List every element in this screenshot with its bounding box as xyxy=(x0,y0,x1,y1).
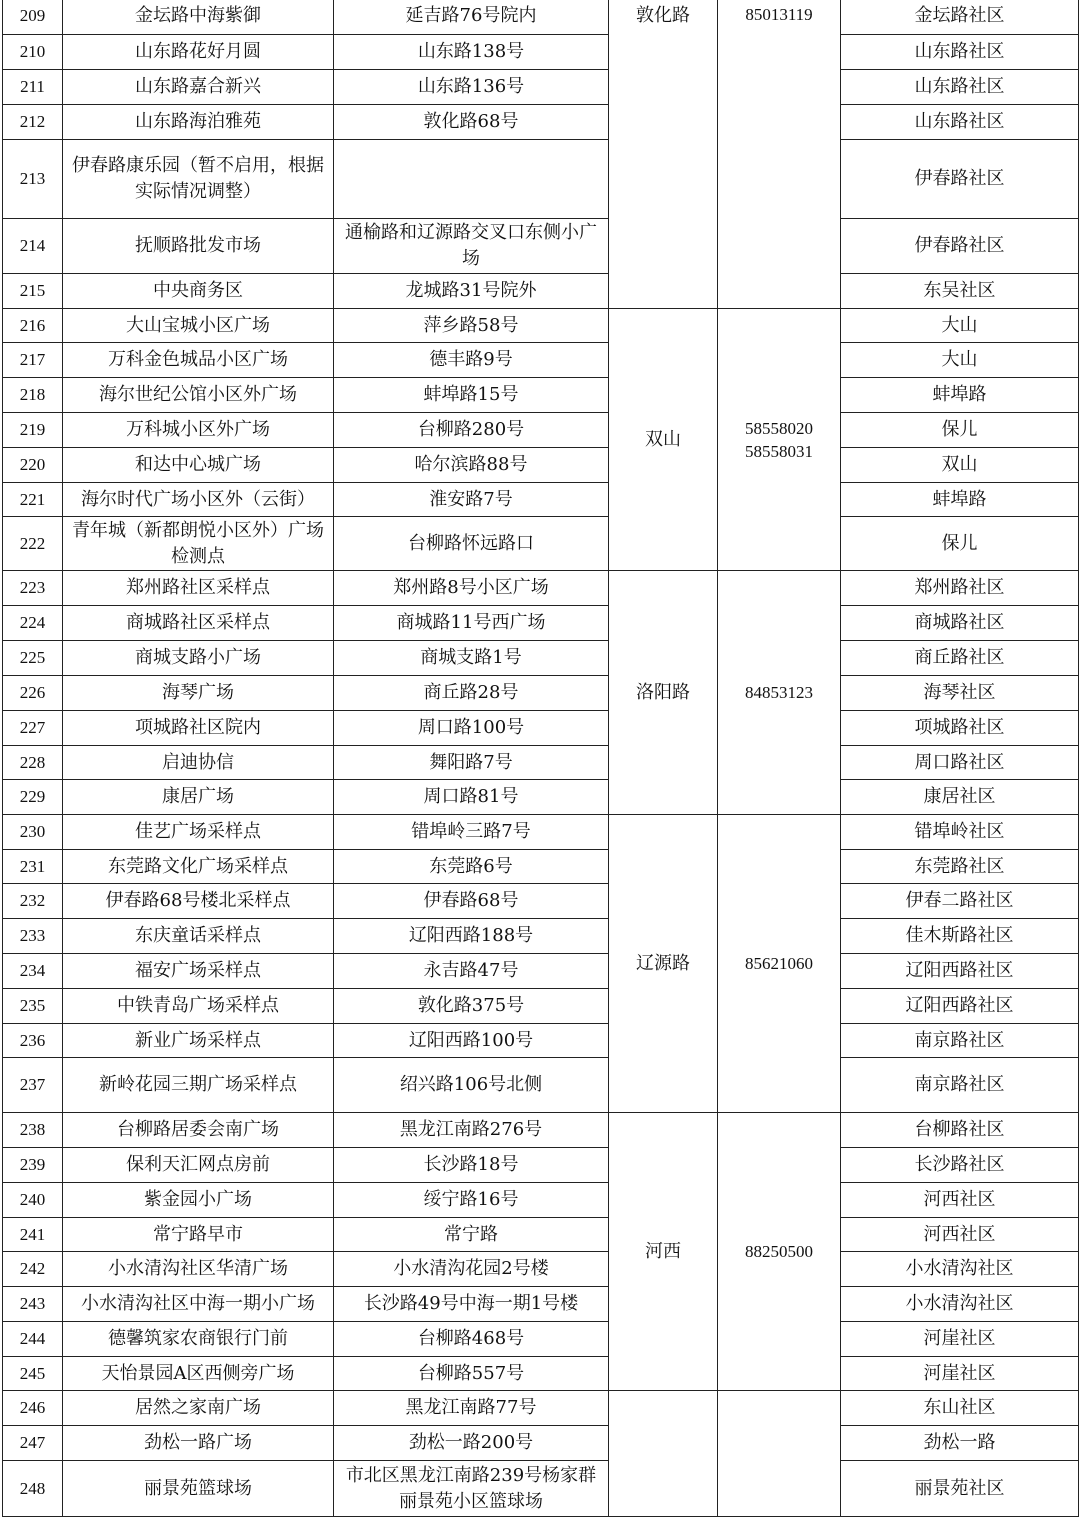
site-address: 山东路138号 xyxy=(334,35,609,70)
table-row xyxy=(3,378,1079,413)
community-name: 康居社区 xyxy=(841,780,1079,815)
community-name: 海琴社区 xyxy=(841,676,1079,711)
table-row xyxy=(3,448,1079,483)
row-number: 215 xyxy=(3,274,63,309)
community-name: 河崖社区 xyxy=(841,1357,1079,1391)
street-name: 河西 xyxy=(609,1113,718,1391)
site-address: 台柳路280号 xyxy=(334,413,609,448)
site-address xyxy=(334,140,609,219)
table-row xyxy=(3,413,1079,448)
community-name: 辽阳西路社区 xyxy=(841,954,1079,989)
site-name: 启迪协信 xyxy=(63,746,334,780)
site-address: 商丘路28号 xyxy=(334,676,609,711)
row-number: 229 xyxy=(3,780,63,815)
site-address: 哈尔滨路88号 xyxy=(334,448,609,483)
community-name: 河崖社区 xyxy=(841,1322,1079,1357)
community-name: 台柳路社区 xyxy=(841,1113,1079,1148)
street-name: 敦化路 xyxy=(609,0,718,309)
table-row xyxy=(3,1461,1079,1517)
community-name: 东山社区 xyxy=(841,1391,1079,1426)
row-number: 238 xyxy=(3,1113,63,1148)
site-address: 错埠岭三路7号 xyxy=(334,815,609,850)
community-name: 长沙路社区 xyxy=(841,1148,1079,1183)
community-name: 山东路社区 xyxy=(841,105,1079,140)
row-number: 243 xyxy=(3,1287,63,1322)
table-row xyxy=(3,780,1079,815)
community-name: 保儿 xyxy=(841,517,1079,571)
contact-phone: 58558020 58558031 xyxy=(718,309,841,571)
row-number: 224 xyxy=(3,606,63,641)
site-name: 小水清沟社区中海一期小广场 xyxy=(63,1287,334,1322)
table-row xyxy=(3,1183,1079,1218)
site-name: 丽景苑篮球场 xyxy=(63,1461,334,1517)
site-name: 金坛路中海紫御 xyxy=(63,0,334,35)
site-address: 常宁路 xyxy=(334,1218,609,1252)
site-name: 常宁路早市 xyxy=(63,1218,334,1252)
row-number: 218 xyxy=(3,378,63,413)
row-number: 232 xyxy=(3,884,63,919)
row-number: 213 xyxy=(3,140,63,219)
site-name: 小水清沟社区华清广场 xyxy=(63,1252,334,1287)
row-number: 216 xyxy=(3,309,63,343)
site-address: 伊春路68号 xyxy=(334,884,609,919)
table-row xyxy=(3,1148,1079,1183)
community-name: 项城路社区 xyxy=(841,711,1079,746)
table-row xyxy=(3,815,1079,850)
community-name: 辽阳西路社区 xyxy=(841,989,1079,1024)
community-name: 河西社区 xyxy=(841,1218,1079,1252)
row-number: 227 xyxy=(3,711,63,746)
site-name: 大山宝城小区广场 xyxy=(63,309,334,343)
site-name: 郑州路社区采样点 xyxy=(63,571,334,606)
row-number: 241 xyxy=(3,1218,63,1252)
site-name: 青年城（新都朗悦小区外）广场检测点 xyxy=(63,517,334,571)
site-address: 敦化路68号 xyxy=(334,105,609,140)
community-name: 蚌埠路 xyxy=(841,483,1079,517)
row-number: 228 xyxy=(3,746,63,780)
table-row xyxy=(3,1058,1079,1113)
site-name: 山东路海泊雅苑 xyxy=(63,105,334,140)
site-address: 郑州路8号小区广场 xyxy=(334,571,609,606)
row-number: 237 xyxy=(3,1058,63,1113)
table-row xyxy=(3,219,1079,274)
street-name: 双山 xyxy=(609,309,718,571)
site-address: 舞阳路7号 xyxy=(334,746,609,780)
site-name: 和达中心城广场 xyxy=(63,448,334,483)
row-number: 234 xyxy=(3,954,63,989)
row-number: 219 xyxy=(3,413,63,448)
row-number: 217 xyxy=(3,343,63,378)
community-name: 东吴社区 xyxy=(841,274,1079,309)
site-name: 中央商务区 xyxy=(63,274,334,309)
site-address: 东莞路6号 xyxy=(334,850,609,884)
site-name: 东庆童话采样点 xyxy=(63,919,334,954)
table-row xyxy=(3,343,1079,378)
site-name: 佳艺广场采样点 xyxy=(63,815,334,850)
row-number: 210 xyxy=(3,35,63,70)
site-address: 劲松一路200号 xyxy=(334,1426,609,1461)
site-address: 台柳路468号 xyxy=(334,1322,609,1357)
community-name: 南京路社区 xyxy=(841,1024,1079,1058)
community-name: 大山 xyxy=(841,343,1079,378)
row-number: 221 xyxy=(3,483,63,517)
row-number: 239 xyxy=(3,1148,63,1183)
site-address: 龙城路31号院外 xyxy=(334,274,609,309)
community-name: 双山 xyxy=(841,448,1079,483)
community-name: 金坛路社区 xyxy=(841,0,1079,35)
site-name: 台柳路居委会南广场 xyxy=(63,1113,334,1148)
site-address: 永吉路47号 xyxy=(334,954,609,989)
row-number: 214 xyxy=(3,219,63,274)
site-address: 淮安路7号 xyxy=(334,483,609,517)
contact-phone: 88250500 xyxy=(718,1113,841,1391)
site-name: 万科金色城品小区广场 xyxy=(63,343,334,378)
table-row xyxy=(3,1357,1079,1391)
contact-phone: 85013119 xyxy=(718,0,841,309)
table-row xyxy=(3,989,1079,1024)
site-address: 黑龙江南路276号 xyxy=(334,1113,609,1148)
contact-phone xyxy=(718,1391,841,1517)
table-row xyxy=(3,1391,1079,1426)
community-name: 伊春二路社区 xyxy=(841,884,1079,919)
table-row xyxy=(3,70,1079,105)
community-name: 错埠岭社区 xyxy=(841,815,1079,850)
table-row xyxy=(3,606,1079,641)
site-address: 台柳路怀远路口 xyxy=(334,517,609,571)
community-name: 劲松一路 xyxy=(841,1426,1079,1461)
row-number: 246 xyxy=(3,1391,63,1426)
table-row xyxy=(3,1113,1079,1148)
site-address: 德丰路9号 xyxy=(334,343,609,378)
table-row xyxy=(3,954,1079,989)
testing-sites-table xyxy=(2,0,1079,1517)
row-number: 212 xyxy=(3,105,63,140)
site-name: 万科城小区外广场 xyxy=(63,413,334,448)
row-number: 231 xyxy=(3,850,63,884)
site-name: 商城路社区采样点 xyxy=(63,606,334,641)
table-row xyxy=(3,1322,1079,1357)
community-name: 保儿 xyxy=(841,413,1079,448)
community-name: 小水清沟社区 xyxy=(841,1287,1079,1322)
site-address: 辽阳西路100号 xyxy=(334,1024,609,1058)
table-row xyxy=(3,919,1079,954)
row-number: 220 xyxy=(3,448,63,483)
site-address: 商城路11号西广场 xyxy=(334,606,609,641)
site-name: 商城支路小广场 xyxy=(63,641,334,676)
community-name: 东莞路社区 xyxy=(841,850,1079,884)
community-name: 山东路社区 xyxy=(841,35,1079,70)
table-row xyxy=(3,711,1079,746)
site-address: 延吉路76号院内 xyxy=(334,0,609,35)
site-address: 敦化路375号 xyxy=(334,989,609,1024)
site-address: 黑龙江南路77号 xyxy=(334,1391,609,1426)
site-name: 海尔时代广场小区外（云街） xyxy=(63,483,334,517)
site-address: 蚌埠路15号 xyxy=(334,378,609,413)
community-name: 山东路社区 xyxy=(841,70,1079,105)
street-name xyxy=(609,1391,718,1517)
row-number: 225 xyxy=(3,641,63,676)
site-name: 山东路花好月圆 xyxy=(63,35,334,70)
table-row xyxy=(3,309,1079,343)
table-row xyxy=(3,1024,1079,1058)
row-number: 233 xyxy=(3,919,63,954)
community-name: 大山 xyxy=(841,309,1079,343)
site-address: 长沙路18号 xyxy=(334,1148,609,1183)
site-address: 周口路100号 xyxy=(334,711,609,746)
site-address: 周口路81号 xyxy=(334,780,609,815)
contact-phone: 84853123 xyxy=(718,571,841,815)
community-name: 蚌埠路 xyxy=(841,378,1079,413)
row-number: 248 xyxy=(3,1461,63,1517)
community-name: 商丘路社区 xyxy=(841,641,1079,676)
site-address: 山东路136号 xyxy=(334,70,609,105)
row-number: 242 xyxy=(3,1252,63,1287)
table-row xyxy=(3,140,1079,219)
street-name: 辽源路 xyxy=(609,815,718,1113)
site-address: 辽阳西路188号 xyxy=(334,919,609,954)
site-name: 海琴广场 xyxy=(63,676,334,711)
site-name: 紫金园小广场 xyxy=(63,1183,334,1218)
site-address: 台柳路557号 xyxy=(334,1357,609,1391)
community-name: 伊春路社区 xyxy=(841,219,1079,274)
site-name: 保利天汇网点房前 xyxy=(63,1148,334,1183)
community-name: 小水清沟社区 xyxy=(841,1252,1079,1287)
row-number: 211 xyxy=(3,70,63,105)
table-row xyxy=(3,850,1079,884)
table-row xyxy=(3,884,1079,919)
site-address: 商城支路1号 xyxy=(334,641,609,676)
row-number: 247 xyxy=(3,1426,63,1461)
table-row xyxy=(3,1218,1079,1252)
site-name: 抚顺路批发市场 xyxy=(63,219,334,274)
site-address: 绍兴路106号北侧 xyxy=(334,1058,609,1113)
site-name: 居然之家南广场 xyxy=(63,1391,334,1426)
community-name: 丽景苑社区 xyxy=(841,1461,1079,1517)
community-name: 周口路社区 xyxy=(841,746,1079,780)
row-number: 222 xyxy=(3,517,63,571)
contact-phone: 85621060 xyxy=(718,815,841,1113)
community-name: 南京路社区 xyxy=(841,1058,1079,1113)
site-name: 项城路社区院内 xyxy=(63,711,334,746)
site-address: 绥宁路16号 xyxy=(334,1183,609,1218)
street-name: 洛阳路 xyxy=(609,571,718,815)
row-number: 244 xyxy=(3,1322,63,1357)
site-name: 劲松一路广场 xyxy=(63,1426,334,1461)
site-name: 伊春路康乐园（暂不启用，根据实际情况调整） xyxy=(63,140,334,219)
site-address: 通榆路和辽源路交叉口东侧小广场 xyxy=(334,219,609,274)
site-address: 小水清沟花园2号楼 xyxy=(334,1252,609,1287)
site-name: 康居广场 xyxy=(63,780,334,815)
site-address: 萍乡路58号 xyxy=(334,309,609,343)
site-name: 德馨筑家农商银行门前 xyxy=(63,1322,334,1357)
row-number: 209 xyxy=(3,0,63,35)
table-row xyxy=(3,517,1079,571)
table-row xyxy=(3,274,1079,309)
community-name: 河西社区 xyxy=(841,1183,1079,1218)
table-row xyxy=(3,1426,1079,1461)
site-name: 新岭花园三期广场采样点 xyxy=(63,1058,334,1113)
community-name: 商城路社区 xyxy=(841,606,1079,641)
row-number: 240 xyxy=(3,1183,63,1218)
table-row xyxy=(3,35,1079,70)
table-row xyxy=(3,1287,1079,1322)
site-name: 新业广场采样点 xyxy=(63,1024,334,1058)
site-name: 海尔世纪公馆小区外广场 xyxy=(63,378,334,413)
table-row xyxy=(3,676,1079,711)
row-number: 236 xyxy=(3,1024,63,1058)
table-row xyxy=(3,571,1079,606)
site-name: 伊春路68号楼北采样点 xyxy=(63,884,334,919)
row-number: 223 xyxy=(3,571,63,606)
community-name: 伊春路社区 xyxy=(841,140,1079,219)
row-number: 245 xyxy=(3,1357,63,1391)
community-name: 郑州路社区 xyxy=(841,571,1079,606)
table-row xyxy=(3,483,1079,517)
community-name: 佳木斯路社区 xyxy=(841,919,1079,954)
row-number: 230 xyxy=(3,815,63,850)
row-number: 235 xyxy=(3,989,63,1024)
table-row xyxy=(3,105,1079,140)
table-row xyxy=(3,1252,1079,1287)
site-name: 中铁青岛广场采样点 xyxy=(63,989,334,1024)
site-name: 山东路嘉合新兴 xyxy=(63,70,334,105)
site-name: 天怡景园A区西侧旁广场 xyxy=(63,1357,334,1391)
site-name: 东莞路文化广场采样点 xyxy=(63,850,334,884)
site-address: 长沙路49号中海一期1号楼 xyxy=(334,1287,609,1322)
site-name: 福安广场采样点 xyxy=(63,954,334,989)
table-row xyxy=(3,746,1079,780)
table-row xyxy=(3,641,1079,676)
row-number: 226 xyxy=(3,676,63,711)
site-address: 市北区黑龙江南路239号杨家群丽景苑小区篮球场 xyxy=(334,1461,609,1517)
table-row xyxy=(3,0,1079,35)
